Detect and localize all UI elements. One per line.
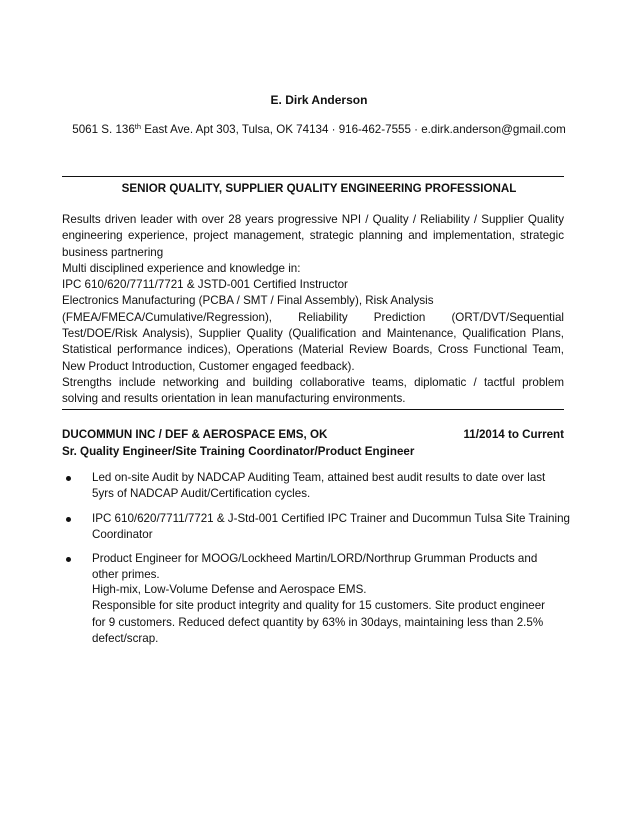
candidate-name: E. Dirk Anderson xyxy=(270,93,368,107)
list-item xyxy=(62,511,570,544)
summary-line: engineering experience, project management, strategic planning and implementation, strategic xyxy=(62,229,564,243)
bullet-icon xyxy=(66,517,71,522)
summary-section xyxy=(62,212,564,408)
contact-address-ordinal: th xyxy=(134,122,142,131)
top-divider xyxy=(62,176,564,177)
summary-line: IPC 610/620/7711/7721 & JSTD-001 Certified Instructor xyxy=(62,278,348,292)
summary-divider xyxy=(62,409,564,410)
description-line: High-mix, Low-Volume Defense and Aerospace EMS. xyxy=(92,583,367,596)
list-item xyxy=(62,551,564,584)
bullet-icon xyxy=(66,476,71,481)
description-line: Responsible for site product integrity and quality for 15 customers. Site product engineer xyxy=(92,599,546,613)
bullet-line: 5yrs of NADCAP Audit/Certification cycles. xyxy=(92,487,311,501)
employment-dates: 11/2014 to Current xyxy=(463,428,564,441)
summary-line: solving and results orientation in lean manufacturing environments. xyxy=(62,392,406,406)
contact-address-rest: East Ave. Apt 303, Tulsa, OK 74134 · 916-462-7555 · e.dirk.anderson@gmail.com xyxy=(141,123,566,136)
description-line: defect/scrap. xyxy=(92,631,159,645)
bullet-line: Coordinator xyxy=(92,527,153,541)
bullet-line: other primes. xyxy=(92,568,160,582)
summary-line: business partnering xyxy=(62,245,164,259)
summary-line: New Product Introduction, Customer engaged feedback). xyxy=(62,359,355,373)
professional-headline: SENIOR QUALITY, SUPPLIER QUALITY ENGINEERING PROFESSIONAL xyxy=(121,182,517,195)
summary-line: Strengths include networking and building collaborative teams, diplomatic / tactful problem xyxy=(62,375,564,389)
summary-line: (FMEA/FMECA/Cumulative/Regression), Reliability Prediction (ORT/DVT/Sequential xyxy=(62,310,564,324)
bullet-line: Product Engineer for MOOG/Lockheed Martin/LORD/Northrup Grumman Products and xyxy=(92,552,538,566)
job-header xyxy=(62,427,564,461)
job-title: Sr. Quality Engineer/Site Training Coordinator/Product Engineer xyxy=(62,445,415,458)
bullet-icon xyxy=(66,557,71,562)
summary-line: Results driven leader with over 28 years progressive NPI / Quality / Reliability / Supplier Quality xyxy=(62,213,564,226)
job-description xyxy=(92,582,562,647)
achievement-list xyxy=(62,470,570,592)
summary-line: Statistical performance indices), Operations (Material Review Boards, Cross Functional Team, xyxy=(62,343,564,357)
bullet-line: IPC 610/620/7711/7721 & J-Std-001 Certified IPC Trainer and Ducommun Tulsa Site Training xyxy=(92,511,570,525)
list-item xyxy=(62,470,564,503)
company-name: DUCOMMUN INC / DEF & AEROSPACE EMS, OK xyxy=(62,428,328,441)
description-line: for 9 customers. Reduced defect quantity by 63% in 30days, maintaining less than 2.5% xyxy=(92,615,544,629)
contact-line xyxy=(0,122,638,138)
bullet-line: Led on-site Audit by NADCAP Auditing Team, attained best audit results to date over last xyxy=(92,471,546,484)
summary-line: Test/DOE/Risk Analysis), Supplier Quality (Qualification and Maintenance, Qualification Plans, xyxy=(62,327,564,341)
summary-line: Electronics Manufacturing (PCBA / SMT / Final Assembly), Risk Analysis xyxy=(62,294,434,308)
summary-line: Multi disciplined experience and knowledge in: xyxy=(62,261,301,275)
contact-address-start: 5061 S. 136 xyxy=(72,123,135,136)
